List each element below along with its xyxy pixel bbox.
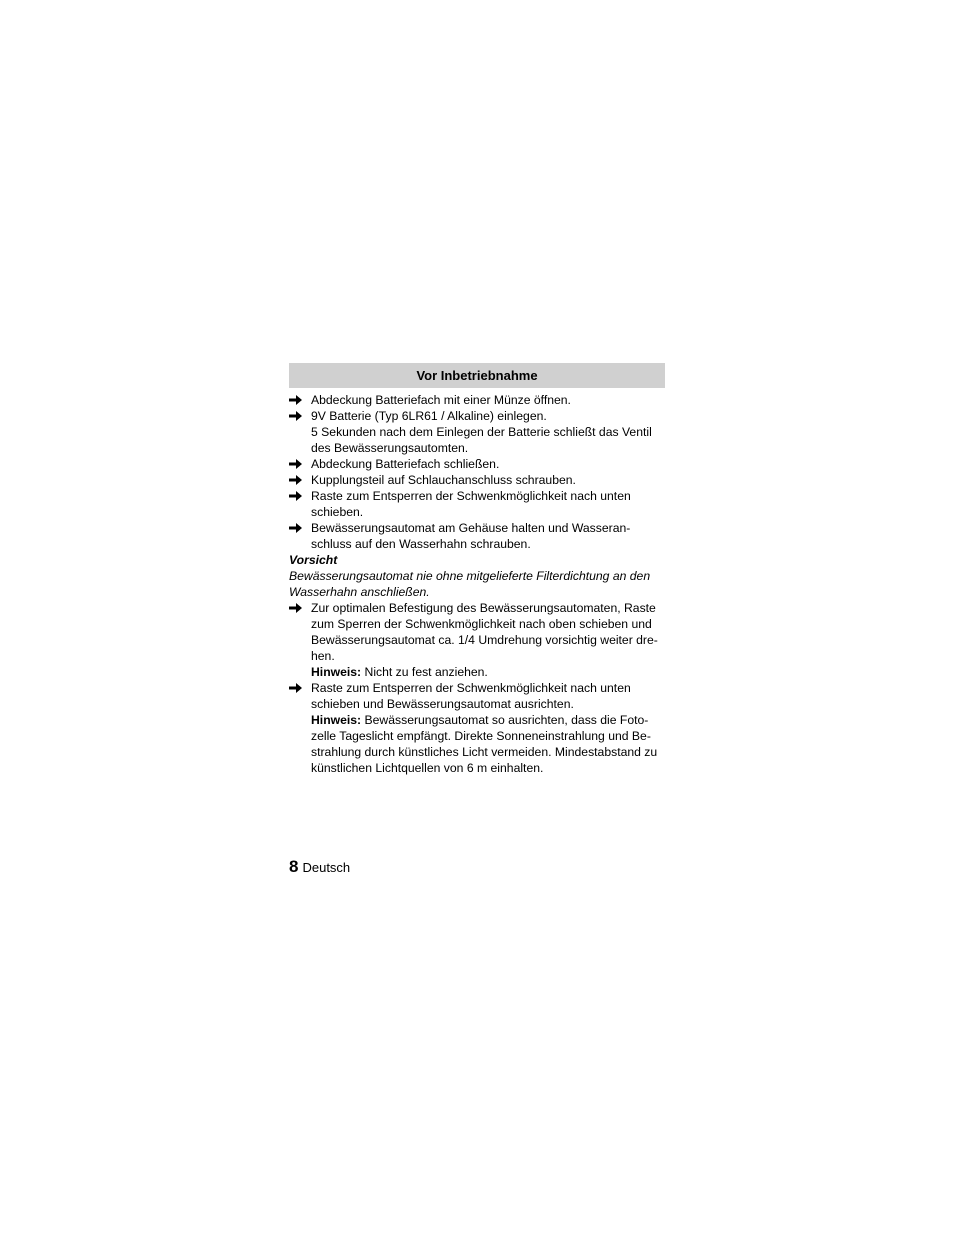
- step-text: 9V Batterie (Typ 6LR61 / Alkaline) einlegen.: [311, 409, 547, 423]
- note-text: Nicht zu fest anziehen.: [364, 665, 488, 679]
- note-text: zelle Tageslicht empfängt. Direkte Sonneneinstrahlung und Be-: [311, 729, 651, 743]
- arrow-right-icon: [289, 522, 303, 534]
- page-number: 8: [289, 857, 299, 876]
- arrow-right-icon: [289, 474, 303, 486]
- step-5: [289, 488, 665, 520]
- manual-section: [289, 363, 665, 776]
- step-text: Abdeckung Batteriefach mit einer Münze öffnen.: [311, 393, 571, 407]
- step-text: Kupplungsteil auf Schlauchanschluss schrauben.: [311, 473, 576, 487]
- arrow-right-icon: [289, 458, 303, 470]
- step-text: Raste zum Entsperren der Schwenkmöglichkeit nach unten: [311, 489, 631, 503]
- step-text: Raste zum Entsperren der Schwenkmöglichkeit nach unten: [311, 681, 631, 695]
- step-2: [289, 408, 665, 456]
- step-8: [289, 680, 665, 776]
- step-text: schieben und Bewässerungsautomat ausrichten.: [311, 697, 574, 711]
- note: [311, 664, 665, 680]
- arrow-right-icon: [289, 490, 303, 502]
- arrow-right-icon: [289, 602, 303, 614]
- arrow-right-icon: [289, 682, 303, 694]
- step-text: Abdeckung Batteriefach schließen.: [311, 457, 500, 471]
- caution-block: [289, 552, 665, 600]
- step-4: [289, 472, 665, 488]
- caution-title: Vorsicht: [289, 553, 338, 567]
- step-text: zum Sperren der Schwenkmöglichkeit nach oben schieben und: [311, 617, 652, 631]
- step-3: [289, 456, 665, 472]
- caution-text: Bewässerungsautomat nie ohne mitgelieferte Filterdichtung an den: [289, 569, 651, 583]
- caution-text: Wasserhahn anschließen.: [289, 585, 430, 599]
- step-7: [289, 600, 665, 680]
- step-text: Bewässerungsautomat am Gehäuse halten und Wasseran-: [311, 521, 631, 535]
- section-heading: Vor Inbetriebnahme: [289, 363, 665, 388]
- step-text: Zur optimalen Befestigung des Bewässerungsautomaten, Raste: [311, 601, 656, 615]
- step-1: [289, 392, 665, 408]
- note-label: Hinweis:: [311, 665, 362, 679]
- step-text: hen.: [311, 649, 335, 663]
- note-text: strahlung durch künstliches Licht vermeiden. Mindestabstand zu: [311, 745, 658, 759]
- page-footer: [289, 857, 350, 877]
- arrow-right-icon: [289, 410, 303, 422]
- step-text: schieben.: [311, 505, 364, 519]
- step-text: Bewässerungsautomat ca. 1/4 Umdrehung vorsichtig weiter dre-: [311, 633, 658, 647]
- note-label: Hinweis:: [311, 713, 362, 727]
- step-text: des Bewässerungsautomten.: [311, 441, 469, 455]
- note-text: künstlichen Lichtquellen von 6 m einhalten.: [311, 761, 544, 775]
- note: [311, 712, 665, 728]
- arrow-right-icon: [289, 394, 303, 406]
- footer-language: Deutsch: [302, 860, 351, 875]
- note-text: Bewässerungsautomat so ausrichten, dass die Foto-: [364, 713, 649, 727]
- step-text: 5 Sekunden nach dem Einlegen der Batterie schließt das Ventil: [311, 425, 652, 439]
- step-6: [289, 520, 665, 552]
- step-text: schluss auf den Wasserhahn schrauben.: [311, 537, 531, 551]
